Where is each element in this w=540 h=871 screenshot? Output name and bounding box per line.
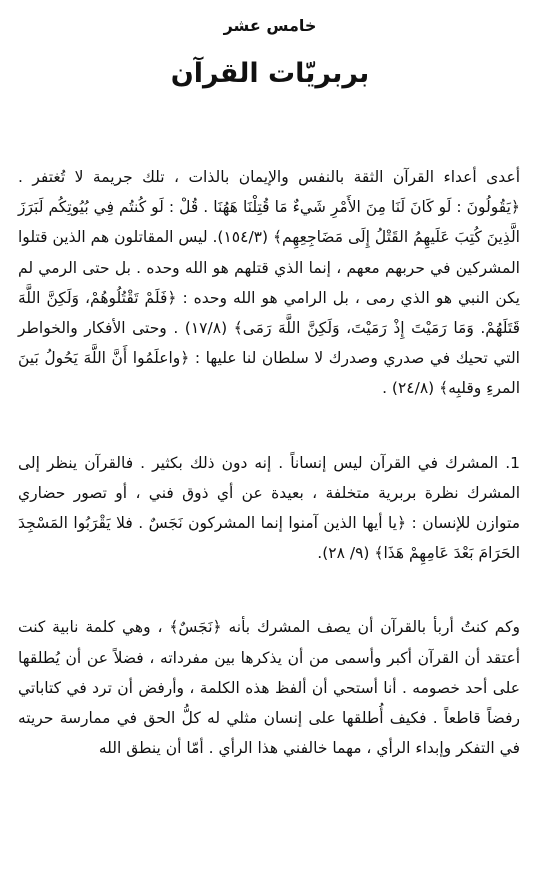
body-text [18, 162, 520, 763]
paragraph-point-one: 1. المشرك في القرآن ليس إنساناً . إنه دون ذلك بكثير . فالقرآن ينظر إلى المشرك نظرة بربرية متخلفة ، بعيدة عن أي ذوق فني ، أو تصور حضاري متوازن للإنسان : ﴿يا أيها الذين آمنوا إنما المشركون نَجَسٌ . فلا يَقْرَبُوا المَسْجِدَ الحَرَامَ بَعْدَ عَامِهِمْ هَذَا﴾ (٩/ ٢٨). [18, 453, 520, 563]
paragraph-commentary: وكم كنتُ أربأ بالقرآن أن يصف المشرك بأنه ﴿نَجَسٌ﴾ ، وهي كلمة نابية كنت أعتقد أن القرآن أكبر وأسمى من أن يذكرها بين مفرداته ، فضلاً عن أن يُطلقها على أحد خصومه . أنا أستحي أن ألفظ هذه الكلمة ، وأرفض أن ترد في كتاباتي رفضاً قاطعاً . فكيف أُطلقها على إنسان مثلي له كلُّ الحق في ممارسة حريته في التفكر وإبداء الرأي ، مهما خالفني هذا الرأي . أمّا أن ينطق الله [18, 618, 520, 758]
paragraph-intro: أعدى أعداء القرآن الثقة بالنفس والإيمان بالذات ، تلك جريمة لا تُغتفر . ﴿يَقُولُونَ : لَو كَانَ لَنَا مِنَ الأَمْرِ شَيءٌ مَا قُتِلْنَا هَهُنَا . قُلْ : لَو كُنتُم فِي بُيُوتِكُم لَبَرَزَ الَّذِينَ كُتِبَ عَلَيهِمُ القَتْلُ إِلَى مَضَاجِعِهِم﴾ (١٥٤/٣). ليس المقاتلون هم الذين قتلوا المشركين في حربهم معهم ، إنما الذي قتلهم هو الله وحده . بل حتى الرمي لم يكن النبي هو الذي رمى ، بل الرامي هو الله وحده : ﴿فَلَمْ تَقْتُلُوهُمْ، وَلَكِنَّ اللَّهَ قَتَلَهُمْ. وَمَا رَمَيْتَ إِذْ رَمَيْتَ، وَلَكِنَّ اللَّهَ رَمَى﴾ (١٧/٨) . وحتى الأفكار والخواطر التي تحيك في صدري وصدرك لا سلطان لنا عليها : ﴿واعلَمُوا أَنَّ اللَّهَ يَحُولُ بَينَ المرءِ وقلبِه﴾ (٢٤/٨) . [18, 168, 520, 398]
chapter-label: خامس عشر [223, 16, 317, 35]
chapter-title: بربريّات القرآن [170, 58, 370, 89]
